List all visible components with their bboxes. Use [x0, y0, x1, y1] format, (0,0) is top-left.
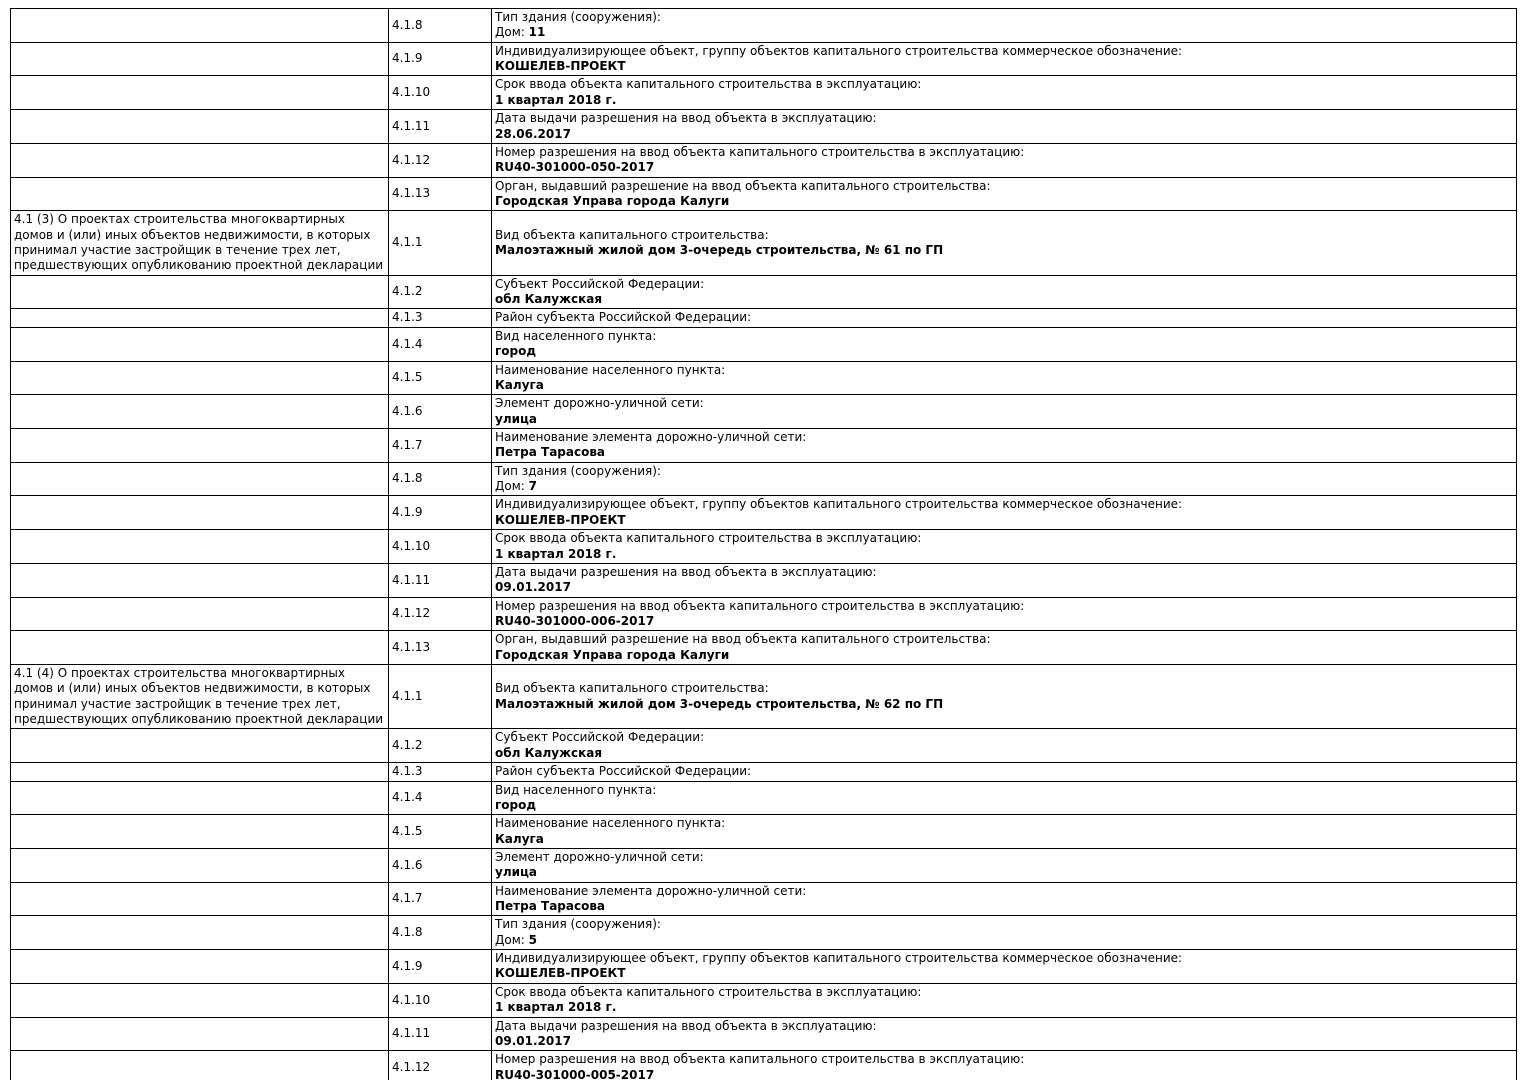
- table-row: [11, 462, 1517, 496]
- row-code: 4.1.3: [389, 763, 492, 781]
- row-content-cell: [492, 177, 1517, 211]
- field-value-prefix: Дом:: [495, 25, 529, 40]
- field-value: [495, 479, 1513, 494]
- table-row: [11, 563, 1517, 597]
- section-description-cell: [11, 916, 389, 950]
- table-row: [11, 1017, 1517, 1051]
- field-value: [495, 966, 1513, 981]
- field-value-text: КОШЕЛЕВ-ПРОЕКТ: [495, 59, 626, 74]
- table-row: [11, 428, 1517, 462]
- table-row: [11, 143, 1517, 177]
- section-description-cell: [11, 309, 389, 327]
- field-value: [495, 445, 1513, 460]
- row-content-cell: [492, 631, 1517, 665]
- field-value-text: RU40-301000-005-2017: [495, 1067, 655, 1080]
- field-value: [495, 378, 1513, 393]
- field-value: [495, 933, 1513, 948]
- field-label: Орган, выдавший разрешение на ввод объекта капитального строительства:: [495, 632, 991, 647]
- declaration-table: [10, 8, 1517, 1080]
- row-content-cell: [492, 950, 1517, 984]
- row-code: 4.1.4: [389, 327, 492, 361]
- field-label: Район субъекта Российской Федерации:: [495, 310, 752, 325]
- row-content-cell: [492, 597, 1517, 631]
- field-label: Орган, выдавший разрешение на ввод объекта капитального строительства:: [495, 178, 991, 193]
- row-code: 4.1.10: [389, 76, 492, 110]
- field-value-text: Петра Тарасова: [495, 445, 606, 460]
- row-content-cell: [492, 42, 1517, 76]
- field-value-text: 1 квартал 2018 г.: [495, 1000, 617, 1015]
- field-value-text: Калуга: [495, 377, 544, 392]
- table-row: [11, 815, 1517, 849]
- row-code: 4.1.12: [389, 597, 492, 631]
- field-value-text: 09.01.2017: [495, 1033, 571, 1048]
- section-description-cell: [11, 1017, 389, 1051]
- field-value-text: улица: [495, 865, 538, 880]
- row-code: 4.1.9: [389, 42, 492, 76]
- table-row: [11, 781, 1517, 815]
- field-label: Тип здания (сооружения):: [495, 10, 661, 24]
- field-label: Район субъекта Российской Федерации:: [495, 764, 752, 779]
- field-label: Дата выдачи разрешения на ввод объекта в эксплуатацию:: [495, 1018, 877, 1033]
- row-content-cell: [492, 916, 1517, 950]
- field-value-text: КОШЕЛЕВ-ПРОЕКТ: [495, 966, 626, 981]
- section-description-cell: [11, 327, 389, 361]
- row-content-cell: [492, 143, 1517, 177]
- table-row: [11, 665, 1517, 729]
- row-code: 4.1.5: [389, 361, 492, 395]
- section-description-cell: [11, 597, 389, 631]
- field-value: [495, 412, 1513, 427]
- row-content-cell: [492, 1017, 1517, 1051]
- section-description-cell: [11, 42, 389, 76]
- field-value-text: город: [495, 797, 537, 812]
- field-label: Номер разрешения на ввод объекта капитального строительства в эксплуатацию:: [495, 144, 1025, 159]
- field-label: Тип здания (сооружения):: [495, 917, 661, 932]
- field-value-text: 5: [528, 932, 537, 947]
- field-label: Срок ввода объекта капитального строительства в эксплуатацию:: [495, 77, 922, 92]
- row-code: 4.1.7: [389, 428, 492, 462]
- section-description-cell: [11, 882, 389, 916]
- field-value: [495, 127, 1513, 142]
- field-label: Вид объекта капитального строительства:: [495, 681, 769, 696]
- section-description-cell: [11, 848, 389, 882]
- section-description-cell: [11, 530, 389, 564]
- row-content-cell: [492, 211, 1517, 275]
- field-value-text: Городская Управа города Калуги: [495, 193, 730, 208]
- row-code: 4.1.8: [389, 916, 492, 950]
- row-code: 4.1.13: [389, 177, 492, 211]
- section-description-cell: [11, 631, 389, 665]
- field-label: Наименование населенного пункта:: [495, 362, 726, 377]
- field-value-prefix: Дом:: [495, 932, 529, 947]
- field-value: [495, 292, 1513, 307]
- field-value-text: 7: [528, 479, 537, 494]
- field-label: Дата выдачи разрешения на ввод объекта в эксплуатацию:: [495, 111, 877, 126]
- row-content-cell: [492, 462, 1517, 496]
- field-value: [495, 865, 1513, 880]
- table-row: [11, 983, 1517, 1017]
- table-row: [11, 177, 1517, 211]
- field-value: [495, 1034, 1513, 1049]
- field-value: [495, 344, 1513, 359]
- table-row: [11, 496, 1517, 530]
- field-value: [495, 832, 1513, 847]
- section-description-cell: [11, 496, 389, 530]
- field-label: Элемент дорожно-уличной сети:: [495, 849, 704, 864]
- field-value-text: Малоэтажный жилой дом 3-очередь строительства, № 61 по ГП: [495, 243, 944, 258]
- row-code: 4.1.9: [389, 496, 492, 530]
- field-value: [495, 160, 1513, 175]
- field-label: Субъект Российской Федерации:: [495, 730, 705, 745]
- table-row: [11, 530, 1517, 564]
- field-value: [495, 93, 1513, 108]
- field-label: Срок ввода объекта капитального строительства в эксплуатацию:: [495, 984, 922, 999]
- table-row: [11, 763, 1517, 781]
- field-value: [495, 547, 1513, 562]
- field-label: Индивидуализирующее объект, группу объектов капитального строительства коммерческое обозначение:: [495, 497, 1183, 512]
- field-label: Элемент дорожно-уличной сети:: [495, 396, 704, 411]
- row-code: 4.1.2: [389, 275, 492, 309]
- field-value-text: город: [495, 344, 537, 359]
- field-value: [495, 243, 1513, 258]
- field-value: [495, 697, 1513, 712]
- table-row: [11, 916, 1517, 950]
- field-label: Вид населенного пункта:: [495, 328, 657, 343]
- field-value-text: Городская Управа города Калуги: [495, 647, 730, 662]
- row-content-cell: [492, 729, 1517, 763]
- section-description-cell: [11, 361, 389, 395]
- row-content-cell: [492, 563, 1517, 597]
- row-content-cell: [492, 76, 1517, 110]
- row-content-cell: [492, 395, 1517, 429]
- table-row: [11, 42, 1517, 76]
- field-value: [495, 59, 1513, 74]
- field-value-text: 09.01.2017: [495, 580, 571, 595]
- field-label: Наименование населенного пункта:: [495, 816, 726, 831]
- field-value-text: 11: [528, 25, 546, 40]
- section-description-cell: [11, 563, 389, 597]
- row-content-cell: [492, 763, 1517, 781]
- field-value-text: улица: [495, 411, 538, 426]
- field-label: Дата выдачи разрешения на ввод объекта в эксплуатацию:: [495, 564, 877, 579]
- section-description-cell: [11, 9, 389, 43]
- field-value-text: Малоэтажный жилой дом 3-очередь строительства, № 62 по ГП: [495, 696, 944, 711]
- table-row: [11, 327, 1517, 361]
- field-label: Субъект Российской Федерации:: [495, 276, 705, 291]
- field-value: [495, 1068, 1513, 1080]
- table-row: [11, 309, 1517, 327]
- field-label: Наименование элемента дорожно-уличной сети:: [495, 883, 807, 898]
- section-description-cell: 4.1 (4) О проектах строительства многоквартирных домов и (или) иных объектов недвижимости, в которых принимал участие застройщик в течение трех лет, предшествующих опубликованию проектной декларации: [11, 665, 389, 729]
- table-row: [11, 9, 1517, 43]
- table-row: [11, 395, 1517, 429]
- row-content-cell: [492, 309, 1517, 327]
- table-row: [11, 76, 1517, 110]
- table-row: [11, 1051, 1517, 1080]
- row-code: 4.1.11: [389, 563, 492, 597]
- field-value-text: Петра Тарасова: [495, 899, 606, 914]
- field-value: [495, 648, 1513, 663]
- row-code: 4.1.4: [389, 781, 492, 815]
- table-row: [11, 729, 1517, 763]
- section-description-cell: [11, 395, 389, 429]
- section-description-cell: 4.1 (3) О проектах строительства многоквартирных домов и (или) иных объектов недвижимости, в которых принимал участие застройщик в течение трех лет, предшествующих опубликованию проектной декларации: [11, 211, 389, 275]
- row-code: 4.1.6: [389, 848, 492, 882]
- section-description-cell: [11, 110, 389, 144]
- table-row: [11, 848, 1517, 882]
- row-code: 4.1.1: [389, 665, 492, 729]
- field-value: [495, 194, 1513, 209]
- field-value-text: 1 квартал 2018 г.: [495, 546, 617, 561]
- row-content-cell: [492, 275, 1517, 309]
- row-content-cell: [492, 530, 1517, 564]
- row-code: 4.1.12: [389, 143, 492, 177]
- row-content-cell: [492, 848, 1517, 882]
- row-content-cell: [492, 9, 1517, 43]
- field-value-text: КОШЕЛЕВ-ПРОЕКТ: [495, 512, 626, 527]
- row-code: 4.1.10: [389, 530, 492, 564]
- field-value: [495, 25, 1513, 40]
- row-code: 4.1.6: [389, 395, 492, 429]
- field-value: [495, 1000, 1513, 1015]
- field-label: Вид объекта капитального строительства:: [495, 227, 769, 242]
- field-value: [495, 746, 1513, 761]
- row-code: 4.1.8: [389, 462, 492, 496]
- section-description-cell: [11, 143, 389, 177]
- field-value-text: обл Калужская: [495, 745, 603, 760]
- section-description-cell: [11, 983, 389, 1017]
- field-label: Срок ввода объекта капитального строительства в эксплуатацию:: [495, 531, 922, 546]
- section-description-cell: [11, 76, 389, 110]
- row-code: 4.1.13: [389, 631, 492, 665]
- field-label: Индивидуализирующее объект, группу объектов капитального строительства коммерческое обозначение:: [495, 951, 1183, 966]
- row-content-cell: [492, 428, 1517, 462]
- field-label: Номер разрешения на ввод объекта капитального строительства в эксплуатацию:: [495, 1052, 1025, 1067]
- field-value: [495, 513, 1513, 528]
- field-label: Номер разрешения на ввод объекта капитального строительства в эксплуатацию:: [495, 598, 1025, 613]
- row-code: 4.1.2: [389, 729, 492, 763]
- declaration-table-body: [11, 9, 1517, 1080]
- section-description-cell: [11, 462, 389, 496]
- table-row: [11, 361, 1517, 395]
- row-code: 4.1.10: [389, 983, 492, 1017]
- row-content-cell: [492, 882, 1517, 916]
- row-content-cell: [492, 110, 1517, 144]
- field-label: Вид населенного пункта:: [495, 782, 657, 797]
- field-value: [495, 798, 1513, 813]
- row-code: 4.1.11: [389, 1017, 492, 1051]
- field-value-text: RU40-301000-050-2017: [495, 160, 655, 175]
- section-description-cell: [11, 729, 389, 763]
- row-code: 4.1.7: [389, 882, 492, 916]
- table-row: [11, 110, 1517, 144]
- table-row: [11, 950, 1517, 984]
- field-value: [495, 899, 1513, 914]
- row-content-cell: [492, 327, 1517, 361]
- row-code: 4.1.3: [389, 309, 492, 327]
- section-description-cell: [11, 177, 389, 211]
- field-label: Тип здания (сооружения):: [495, 463, 661, 478]
- table-row: [11, 882, 1517, 916]
- field-value-text: 1 квартал 2018 г.: [495, 92, 617, 107]
- section-description-cell: [11, 815, 389, 849]
- field-value-prefix: Дом:: [495, 479, 529, 494]
- section-description-cell: [11, 428, 389, 462]
- row-code: 4.1.5: [389, 815, 492, 849]
- section-description-cell: [11, 763, 389, 781]
- row-code: 4.1.9: [389, 950, 492, 984]
- row-code: 4.1.1: [389, 211, 492, 275]
- row-content-cell: [492, 781, 1517, 815]
- row-content-cell: [492, 665, 1517, 729]
- table-row: [11, 631, 1517, 665]
- row-content-cell: [492, 815, 1517, 849]
- field-label: Индивидуализирующее объект, группу объектов капитального строительства коммерческое обозначение:: [495, 43, 1183, 58]
- table-row: [11, 211, 1517, 275]
- field-value-text: 28.06.2017: [495, 126, 571, 141]
- table-row: [11, 275, 1517, 309]
- row-code: 4.1.12: [389, 1051, 492, 1080]
- field-label: Наименование элемента дорожно-уличной сети:: [495, 429, 807, 444]
- row-content-cell: [492, 361, 1517, 395]
- field-value-text: RU40-301000-006-2017: [495, 613, 655, 628]
- row-code: 4.1.11: [389, 110, 492, 144]
- section-description-cell: [11, 275, 389, 309]
- row-content-cell: [492, 983, 1517, 1017]
- field-value-text: обл Калужская: [495, 292, 603, 307]
- row-code: 4.1.8: [389, 9, 492, 43]
- row-content-cell: [492, 1051, 1517, 1080]
- row-content-cell: [492, 496, 1517, 530]
- field-value: [495, 614, 1513, 629]
- section-description-cell: [11, 781, 389, 815]
- section-description-cell: [11, 1051, 389, 1080]
- table-row: [11, 597, 1517, 631]
- field-value-text: Калуга: [495, 831, 544, 846]
- section-description-cell: [11, 950, 389, 984]
- field-value: [495, 580, 1513, 595]
